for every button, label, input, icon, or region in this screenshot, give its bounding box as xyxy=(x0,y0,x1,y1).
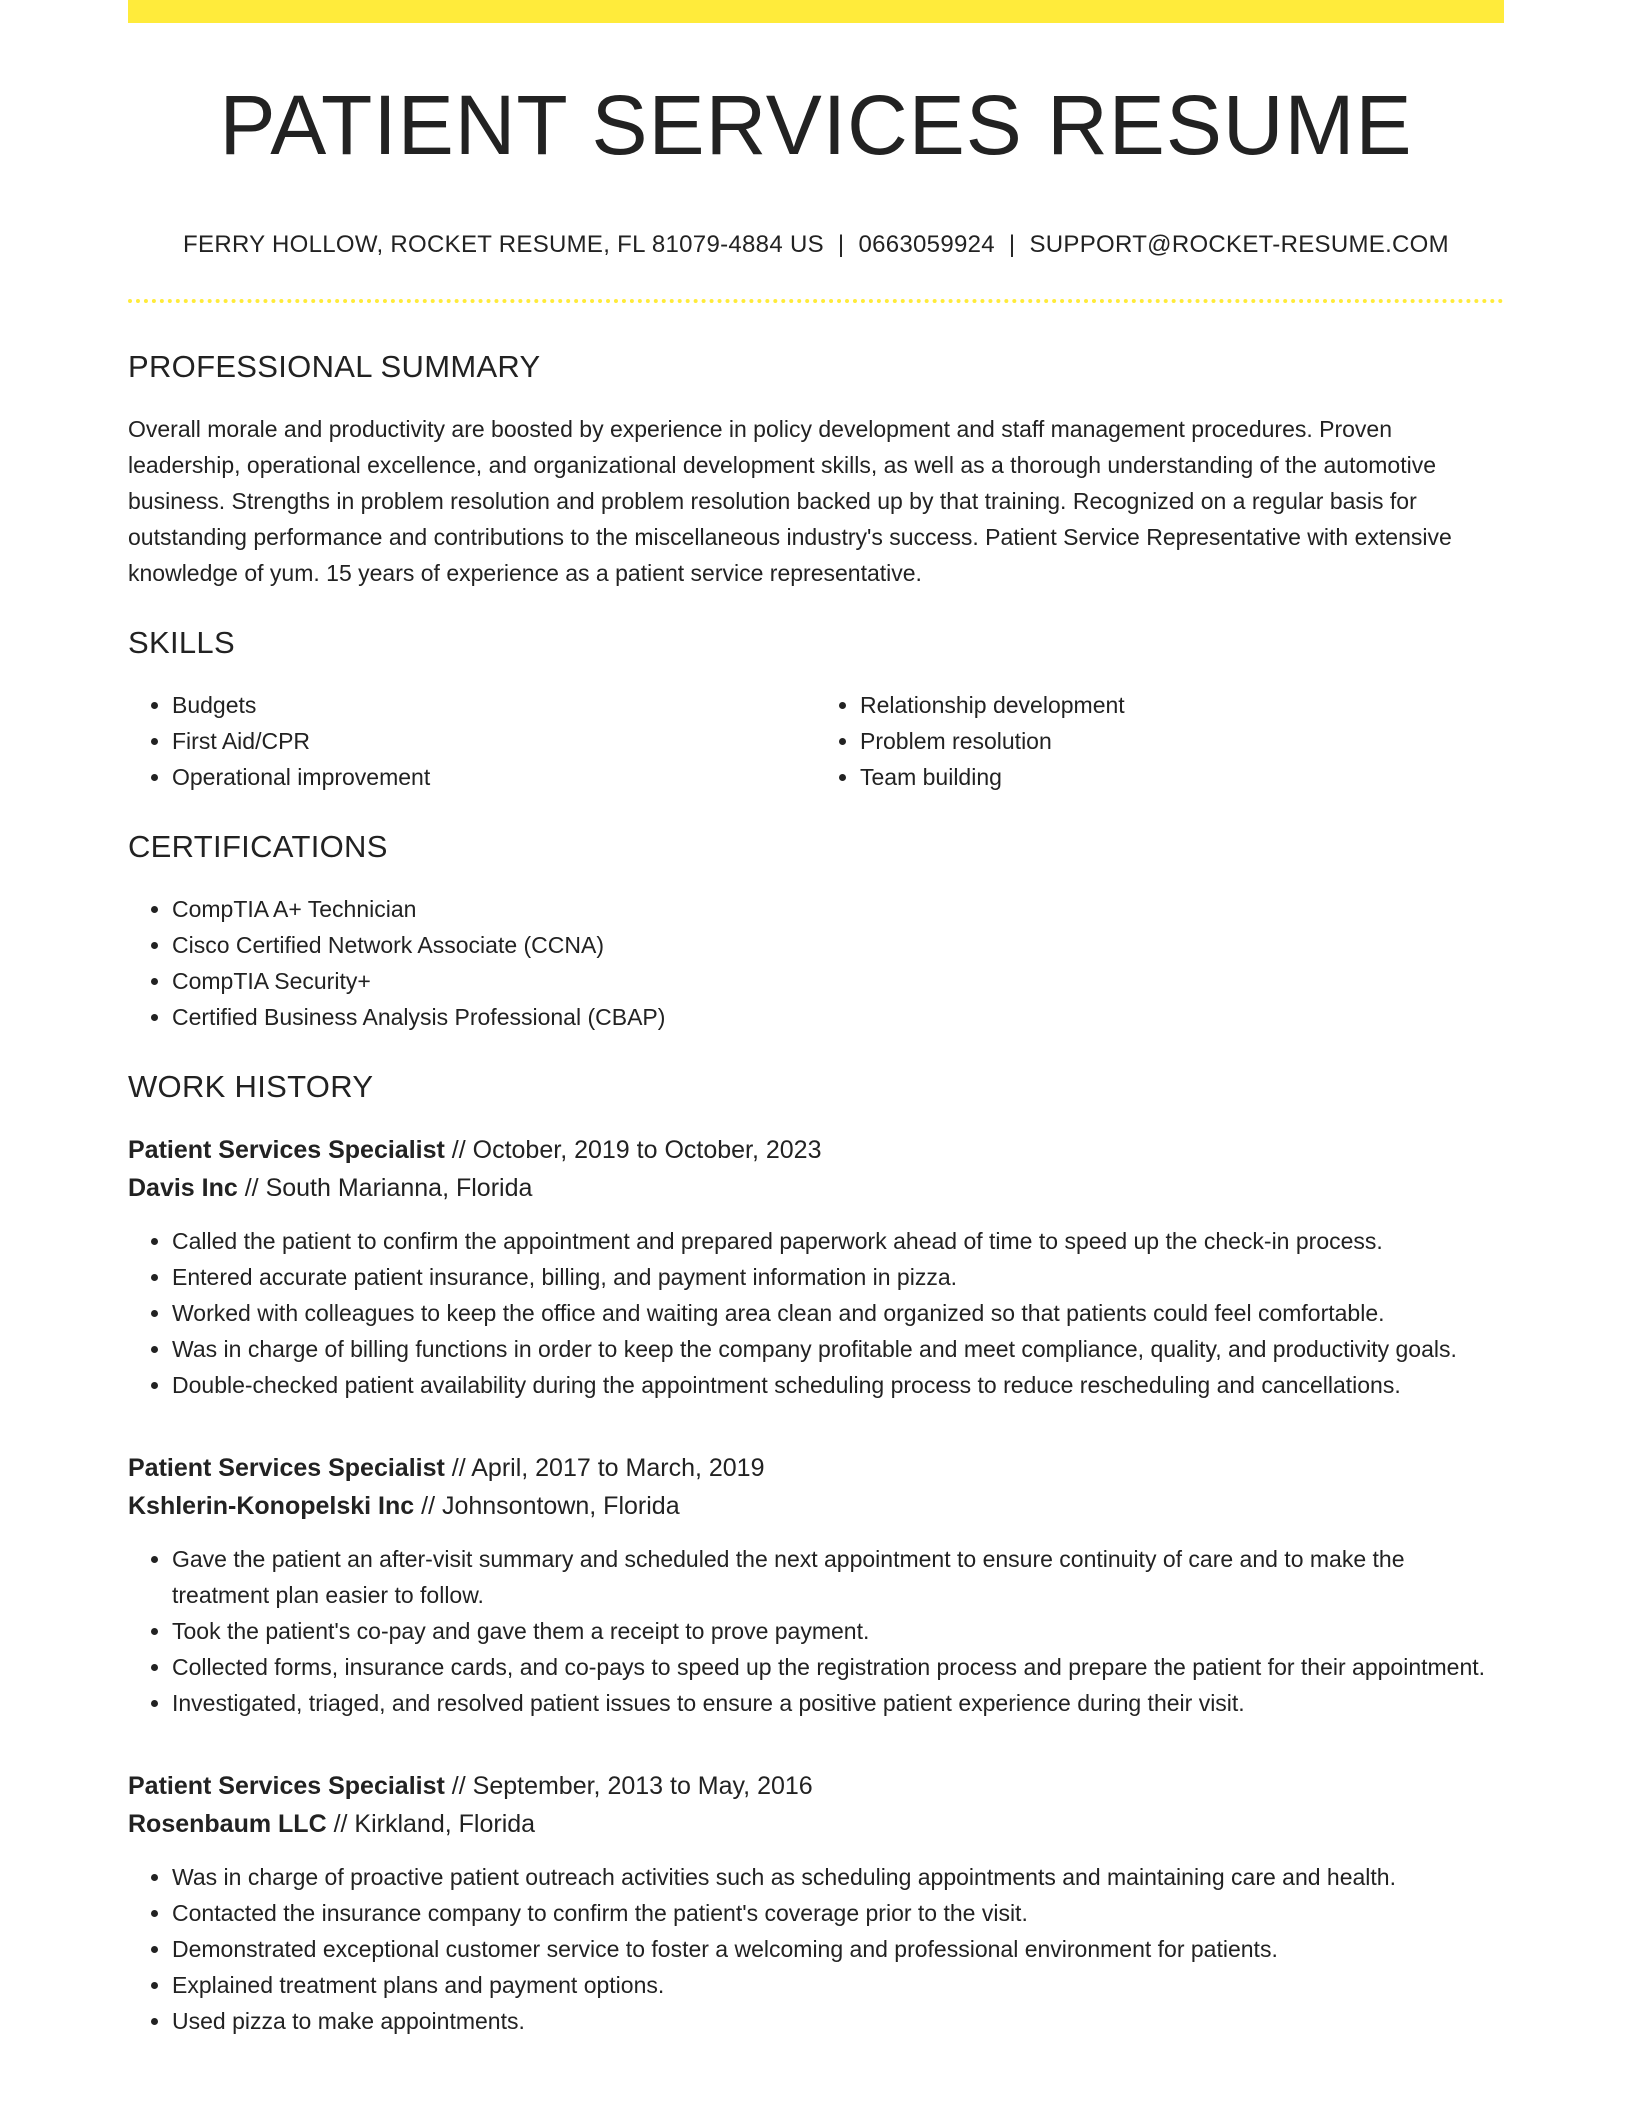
certifications-list xyxy=(128,891,1504,1035)
certification-item: • Cisco Certified Network Associate (CCNA) xyxy=(172,927,1504,963)
skill-item: • Problem resolution xyxy=(860,723,1504,759)
certification-item: • CompTIA A+ Technician xyxy=(172,891,1504,927)
job-bullet: • Worked with colleagues to keep the office and waiting area clean and organized so that patients could feel comfortable. xyxy=(172,1295,1504,1331)
job-company: Davis Inc xyxy=(128,1174,238,1202)
job-title: Patient Services Specialist xyxy=(128,1772,445,1800)
contact-separator: | xyxy=(1008,231,1016,258)
job-bullet: • Used pizza to make appointments. xyxy=(172,2003,1504,2039)
job-company-line xyxy=(128,1487,1504,1525)
job-bullet: • Collected forms, insurance cards, and co-pays to speed up the registration process and prepare the patient for their appointment. xyxy=(172,1649,1504,1685)
job-company: Rosenbaum LLC xyxy=(128,1810,327,1838)
job-entry xyxy=(128,1131,1504,1403)
certifications-section xyxy=(128,829,1504,1035)
certification-item: • Certified Business Analysis Professional (CBAP) xyxy=(172,999,1504,1035)
job-title: Patient Services Specialist xyxy=(128,1454,445,1482)
job-bullet: • Investigated, triaged, and resolved patient issues to ensure a positive patient experience during their visit. xyxy=(172,1685,1504,1721)
section-heading: PROFESSIONAL SUMMARY xyxy=(128,349,541,384)
job-entry xyxy=(128,1449,1504,1721)
job-separator: // xyxy=(237,1174,266,1202)
job-title-line xyxy=(128,1767,1504,1805)
section-heading: CERTIFICATIONS xyxy=(128,829,388,864)
summary-text: Overall morale and productivity are boosted by experience in policy development and staff management procedures. Proven leadership, operational excellence, and organizational development skills, as well as a thorough understanding of the automotive business. Strengths in problem resolution and problem resolution backed up by that training. Recognized on a regular basis for outstanding performance and contributions to the miscellaneous industry's success. Patient Service Representative with extensive knowledge of yum. 15 years of experience as a patient service representative. xyxy=(128,416,1452,586)
skill-item: • Budgets xyxy=(172,687,816,723)
job-bullet: • Was in charge of proactive patient outreach activities such as scheduling appointments and maintaining care and health. xyxy=(172,1859,1504,1895)
skill-item: • Operational improvement xyxy=(172,759,816,795)
job-title-line xyxy=(128,1449,1504,1487)
job-bullet: • Took the patient's co-pay and gave them a receipt to prove payment. xyxy=(172,1613,1504,1649)
skills-list-left xyxy=(128,687,816,795)
job-bullets xyxy=(128,1859,1504,2039)
job-separator: // xyxy=(444,1772,473,1800)
job-separator: // xyxy=(414,1492,442,1520)
job-bullet: • Double-checked patient availability during the appointment scheduling process to reduce rescheduling and cancellations. xyxy=(172,1367,1504,1403)
job-location: Johnsontown, Florida xyxy=(441,1492,680,1520)
job-location: South Marianna, Florida xyxy=(265,1174,533,1202)
job-bullet: • Called the patient to confirm the appointment and prepared paperwork ahead of time to speed up the check-in process. xyxy=(172,1223,1504,1259)
header-divider xyxy=(128,299,1504,303)
job-bullet: • Gave the patient an after-visit summary and scheduled the next appointment to ensure continuity of care and to make the treatment plan easier to follow. xyxy=(172,1541,1504,1613)
skill-item: • First Aid/CPR xyxy=(172,723,816,759)
job-bullet: • Was in charge of billing functions in order to keep the company profitable and meet compliance, quality, and productivity goals. xyxy=(172,1331,1504,1367)
job-separator: // xyxy=(444,1136,473,1164)
job-bullet: • Contacted the insurance company to confirm the patient's coverage prior to the visit. xyxy=(172,1895,1504,1931)
skills-grid xyxy=(128,687,1504,795)
work-history-section xyxy=(128,1069,1504,2039)
section-heading: SKILLS xyxy=(128,625,235,660)
contact-phone: 0663059924 xyxy=(858,231,995,258)
contact-separator: | xyxy=(837,231,845,258)
job-bullets xyxy=(128,1541,1504,1721)
job-bullet: • Entered accurate patient insurance, billing, and payment information in pizza. xyxy=(172,1259,1504,1295)
skills-list-right xyxy=(816,687,1504,795)
job-dates: October, 2019 to October, 2023 xyxy=(472,1136,822,1164)
job-separator: // xyxy=(444,1454,472,1482)
job-company: Kshlerin-Konopelski Inc xyxy=(128,1492,415,1520)
skills-section xyxy=(128,625,1504,795)
contact-line xyxy=(128,231,1504,259)
contact-email: SUPPORT@ROCKET-RESUME.COM xyxy=(1029,231,1449,258)
skill-item: • Relationship development xyxy=(860,687,1504,723)
job-bullets xyxy=(128,1223,1504,1403)
job-entry xyxy=(128,1767,1504,2039)
section-heading: WORK HISTORY xyxy=(128,1069,374,1104)
job-separator: // xyxy=(326,1810,355,1838)
certification-item: • CompTIA Security+ xyxy=(172,963,1504,999)
job-location: Kirkland, Florida xyxy=(354,1810,536,1838)
page-title: PATIENT SERVICES RESUME xyxy=(219,78,1413,172)
skill-item: • Team building xyxy=(860,759,1504,795)
job-bullet: • Demonstrated exceptional customer service to foster a welcoming and professional environment for patients. xyxy=(172,1931,1504,1967)
job-title: Patient Services Specialist xyxy=(128,1136,445,1164)
professional-summary-section xyxy=(128,349,1504,591)
job-bullet: • Explained treatment plans and payment options. xyxy=(172,1967,1504,2003)
job-title-line xyxy=(128,1131,1504,1169)
contact-address: FERRY HOLLOW, ROCKET RESUME, FL 81079-4884 US xyxy=(183,231,824,258)
resume-page xyxy=(128,0,1504,2039)
job-dates: September, 2013 to May, 2016 xyxy=(472,1772,813,1800)
job-dates: April, 2017 to March, 2019 xyxy=(471,1454,765,1482)
top-accent-bar xyxy=(128,0,1504,23)
job-company-line xyxy=(128,1805,1504,1843)
job-company-line xyxy=(128,1169,1504,1207)
